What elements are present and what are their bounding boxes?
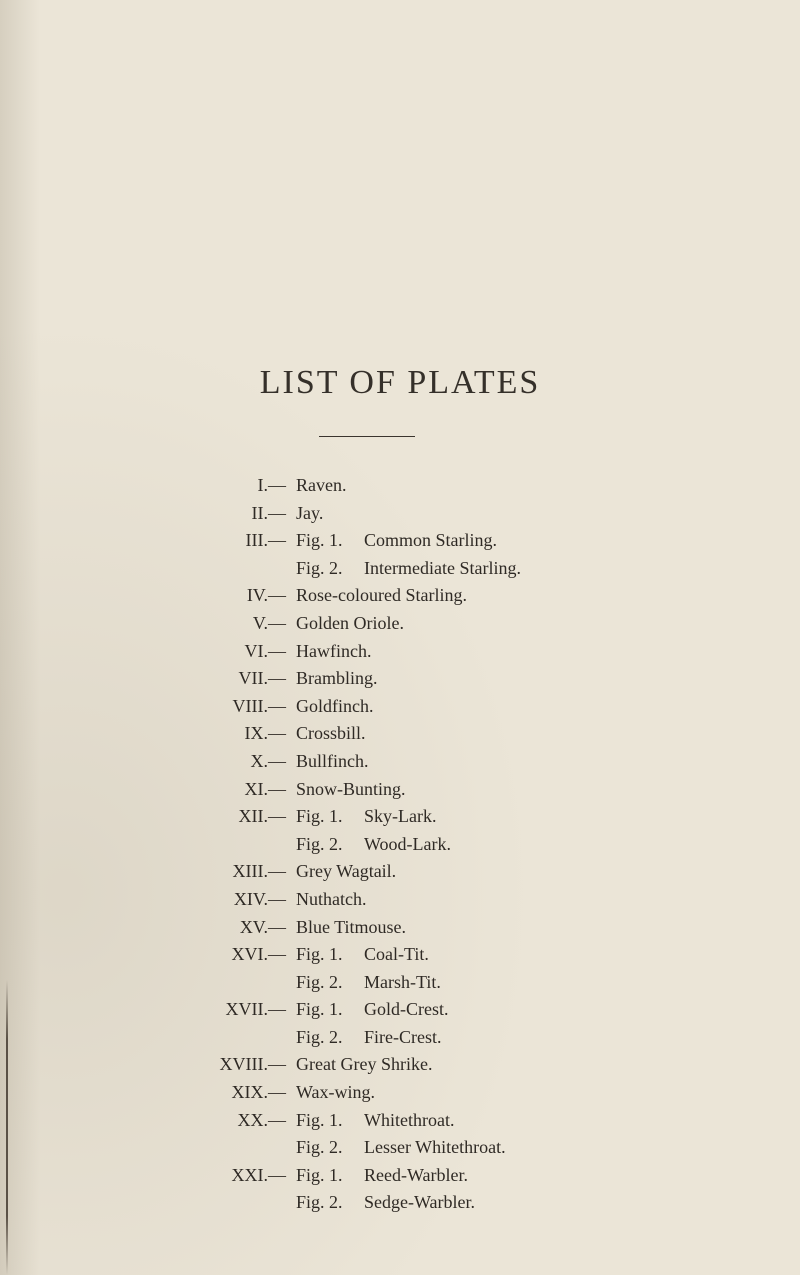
plate-entry (0, 941, 800, 969)
plate-figure-bird-name: Marsh-Tit. (364, 971, 441, 992)
plate-numeral: XX. (237, 1109, 268, 1130)
plate-figure-label: Fig. 1. (296, 1109, 343, 1130)
plate-bird-name: Great Grey Shrike. (296, 1054, 433, 1075)
plate-figure-bird-name: Sedge-Warbler. (364, 1192, 476, 1213)
plate-entry (0, 472, 800, 500)
page-title: LIST OF PLATES (259, 364, 541, 401)
plate-separator-dash: — (268, 778, 286, 799)
plate-figure-label: Fig. 1. (296, 999, 343, 1020)
plate-entry (0, 500, 800, 528)
plate-entry (0, 969, 800, 997)
plate-numeral: XII. (238, 806, 268, 827)
plate-separator-dash: — (268, 861, 286, 882)
plate-numeral: I. (257, 475, 268, 495)
plate-entry (0, 527, 800, 555)
plate-bird-name: Bullfinch. (296, 750, 369, 771)
plate-numeral: VIII. (232, 695, 268, 716)
plate-figure-label: Fig. 1. (296, 530, 343, 551)
plate-entry (0, 776, 800, 804)
plate-separator-dash: — (268, 999, 286, 1020)
plate-entry (0, 555, 800, 583)
plates-list (0, 472, 800, 1217)
plate-bird-name: Grey Wagtail. (296, 861, 397, 882)
plate-entry (0, 610, 800, 638)
plate-numeral: XVI. (231, 944, 268, 965)
plate-numeral: XIII. (232, 861, 268, 882)
plate-separator-dash: — (268, 1054, 286, 1075)
plate-figure-bird-name: Lesser Whitethroat. (364, 1137, 506, 1158)
plate-separator-dash: — (268, 1109, 286, 1130)
plate-bird-name: Jay. (296, 502, 324, 523)
plate-entry (0, 886, 800, 914)
plate-figure-bird-name: Common Starling. (364, 530, 498, 551)
plate-numeral: IX. (244, 723, 268, 744)
plate-numeral: II. (251, 502, 268, 523)
plate-figure-bird-name: Coal-Tit. (364, 944, 429, 965)
plate-figure-bird-name: Intermediate Starling. (364, 557, 521, 578)
plate-bird-name: Raven. (296, 475, 347, 495)
plate-figure-bird-name: Reed-Warbler. (364, 1164, 469, 1185)
title-rule-divider (319, 436, 415, 437)
plate-figure-label: Fig. 2. (296, 971, 343, 992)
plate-separator-dash: — (268, 888, 286, 909)
plate-separator-dash: — (268, 695, 286, 716)
plate-entry (0, 1162, 800, 1190)
plate-figure-label: Fig. 1. (296, 944, 343, 965)
plate-separator-dash: — (268, 750, 286, 771)
plate-separator-dash: — (268, 668, 286, 689)
plate-figure-label: Fig. 1. (296, 806, 343, 827)
plate-separator-dash: — (268, 612, 286, 633)
plate-figure-label: Fig. 2. (296, 833, 343, 854)
plate-entry (0, 1079, 800, 1107)
plate-numeral: VI. (244, 640, 268, 661)
plate-bird-name: Crossbill. (296, 723, 366, 744)
plate-bird-name: Blue Titmouse. (296, 916, 407, 937)
plate-bird-name: Golden Oriole. (296, 612, 404, 633)
plate-separator-dash: — (268, 806, 286, 827)
plate-separator-dash: — (268, 1164, 286, 1185)
plate-separator-dash: — (268, 944, 286, 965)
plate-entry (0, 914, 800, 942)
plate-numeral: IV. (246, 585, 268, 606)
plate-separator-dash: — (268, 640, 286, 661)
plate-entry (0, 1107, 800, 1135)
plate-separator-dash: — (268, 475, 286, 495)
plate-numeral: XXI. (231, 1164, 268, 1185)
plate-figure-bird-name: Sky-Lark. (364, 806, 437, 827)
plate-figure-bird-name: Whitethroat. (364, 1109, 455, 1130)
plate-bird-name: Nuthatch. (296, 888, 367, 909)
plate-separator-dash: — (268, 723, 286, 744)
plate-numeral: VII. (238, 668, 268, 689)
plate-bird-name: Hawfinch. (296, 640, 372, 661)
plate-bird-name: Rose-coloured Starling. (296, 585, 467, 606)
plate-figure-bird-name: Wood-Lark. (364, 833, 452, 854)
plate-entry (0, 582, 800, 610)
plate-entry (0, 748, 800, 776)
plate-entry (0, 996, 800, 1024)
plate-numeral: XV. (239, 916, 268, 937)
plate-separator-dash: — (268, 585, 286, 606)
plate-figure-bird-name: Gold-Crest. (364, 999, 449, 1020)
plate-figure-label: Fig. 2. (296, 1026, 343, 1047)
plate-entry (0, 720, 800, 748)
plate-entry (0, 1134, 800, 1162)
plate-figure-label: Fig. 1. (296, 1164, 343, 1185)
plate-numeral: X. (250, 750, 268, 771)
plate-figure-bird-name: Fire-Crest. (364, 1026, 442, 1047)
plate-entry (0, 665, 800, 693)
plate-figure-label: Fig. 2. (296, 557, 343, 578)
plate-entry (0, 1051, 800, 1079)
plate-bird-name: Goldfinch. (296, 695, 374, 716)
plate-entry (0, 1189, 800, 1217)
plate-entry (0, 693, 800, 721)
plate-entry (0, 858, 800, 886)
plate-bird-name: Snow-Bunting. (296, 778, 406, 799)
plate-numeral: III. (245, 530, 268, 551)
plate-bird-name: Wax-wing. (296, 1082, 376, 1103)
plate-numeral: V. (252, 612, 268, 633)
plate-numeral: XI. (244, 778, 268, 799)
plate-entry (0, 831, 800, 859)
plate-numeral: XIV. (233, 888, 268, 909)
plate-numeral: XVII. (225, 999, 268, 1020)
plate-separator-dash: — (268, 1082, 286, 1103)
plate-figure-label: Fig. 2. (296, 1192, 343, 1213)
plate-separator-dash: — (268, 916, 286, 937)
plate-entry (0, 1024, 800, 1052)
plate-entry (0, 638, 800, 666)
plate-numeral: XIX. (231, 1082, 268, 1103)
plate-separator-dash: — (268, 502, 286, 523)
plate-bird-name: Brambling. (296, 668, 378, 689)
plate-separator-dash: — (268, 530, 286, 551)
plate-entry (0, 803, 800, 831)
plate-numeral: XVIII. (219, 1054, 268, 1075)
plate-figure-label: Fig. 2. (296, 1137, 343, 1158)
